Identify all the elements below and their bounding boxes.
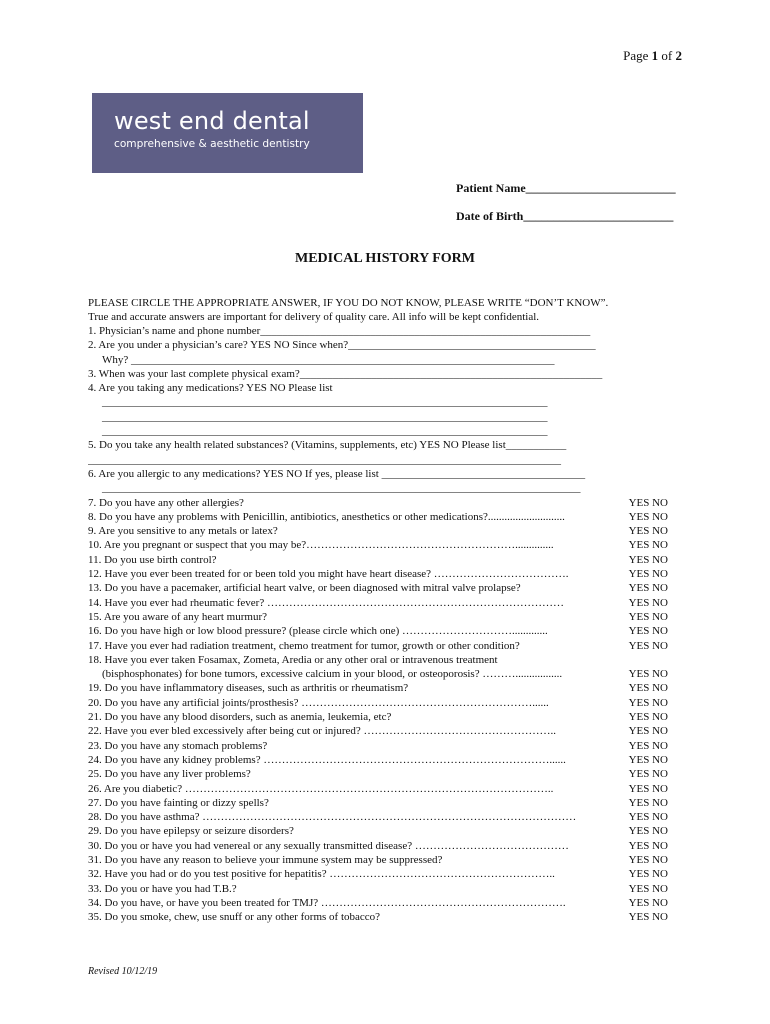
question-text: 7. Do you have any other allergies? <box>88 496 244 509</box>
yes-no-answer[interactable]: YES NO <box>628 539 668 552</box>
question-text: 18. Have you ever taken Fosamax, Zometa, Aredia or any other oral or intravenous treatment <box>88 653 498 666</box>
question-3[interactable]: 3. When was your last complete physical exam?_______________________________________________________ <box>88 367 603 380</box>
question-text: 30. Do you or have you had venereal or any sexually transmitted disease? …………………………………… <box>88 839 569 852</box>
yes-no-answer[interactable]: YES NO <box>628 639 668 652</box>
instructions <box>88 296 688 324</box>
question-row <box>88 596 688 610</box>
question-6[interactable]: 6. Are you allergic to any medications? YES NO If yes, please list _____________________________________ <box>88 467 586 480</box>
medication-blank-line[interactable]: _________________________________________________________________________________ <box>102 425 548 438</box>
question-text: 13. Do you have a pacemaker, artificial heart valve, or been diagnosed with mitral valve prolapse? <box>88 582 521 595</box>
yes-no-answer[interactable]: YES NO <box>628 610 668 623</box>
yes-no-answer[interactable]: YES NO <box>628 625 668 638</box>
question-4[interactable]: 4. Are you taking any medications? YES NO Please list <box>88 382 333 395</box>
question-row <box>88 896 688 910</box>
yes-no-answer[interactable]: YES NO <box>628 568 668 581</box>
question-row <box>88 839 688 853</box>
question-text: 14. Have you ever had rheumatic fever? ……………………………………………………………………… <box>88 596 564 609</box>
yes-no-answer[interactable]: YES NO <box>628 596 668 609</box>
question-row <box>88 824 688 838</box>
question-text: 33. Do you or have you had T.B.? <box>88 882 237 895</box>
question-row <box>88 496 688 510</box>
question-text: 8. Do you have any problems with Penicillin, antibiotics, anesthetics or other medications?............................ <box>88 510 565 523</box>
instructions-line-1: PLEASE CIRCLE THE APPROPRIATE ANSWER, IF YOU DO NOT KNOW, PLEASE WRITE “DON’T KNOW”. <box>88 297 609 309</box>
question-text: 19. Do you have inflammatory diseases, such as arthritis or rheumatism? <box>88 682 409 695</box>
question-text: 15. Are you aware of any heart murmur? <box>88 610 267 623</box>
yes-no-answer[interactable]: YES NO <box>628 882 668 895</box>
question-text: 16. Do you have high or low blood pressure? (please circle which one) …………………………............. <box>88 625 548 638</box>
question-row <box>88 524 688 538</box>
question-1[interactable]: 1. Physician’s name and phone number____________________________________________________________ <box>88 325 591 337</box>
question-row <box>88 553 688 567</box>
question-text: 27. Do you have fainting or dizzy spells? <box>88 796 269 809</box>
question-row <box>88 639 688 653</box>
question-5[interactable]: 5. Do you take any health related substances? (Vitamins, supplements, etc) YES NO Please list___________ <box>88 439 567 452</box>
question-row <box>88 810 688 824</box>
yes-no-answer[interactable]: YES NO <box>628 811 668 824</box>
question-row <box>88 796 688 810</box>
page-number <box>623 48 682 64</box>
questions-list <box>88 324 688 924</box>
medication-blank-line[interactable]: _________________________________________________________________________________ <box>102 396 548 409</box>
question-text: 20. Do you have any artificial joints/prosthesis? ………………………………………………………...... <box>88 696 549 709</box>
yes-no-answer[interactable]: YES NO <box>628 839 668 852</box>
yes-no-answer[interactable]: YES NO <box>628 911 668 924</box>
patient-name-field[interactable]: Patient Name_________________________ <box>456 181 676 195</box>
question-row <box>88 867 688 881</box>
yes-no-answer[interactable]: YES NO <box>628 782 668 795</box>
question-row <box>88 681 688 695</box>
question-text: 23. Do you have any stomach problems? <box>88 739 268 752</box>
question-row <box>88 753 688 767</box>
question-row <box>88 882 688 896</box>
question-text: 28. Do you have asthma? ………………………………………………………………………………………… <box>88 811 577 824</box>
yes-no-answer[interactable]: YES NO <box>628 796 668 809</box>
date-of-birth-field[interactable]: Date of Birth_________________________ <box>456 209 674 223</box>
question-row <box>88 667 688 681</box>
question-row <box>88 538 688 552</box>
yes-no-answer[interactable]: YES NO <box>628 753 668 766</box>
question-row <box>88 910 688 924</box>
yes-no-answer[interactable]: YES NO <box>628 896 668 909</box>
form-title: MEDICAL HISTORY FORM <box>295 251 475 266</box>
medication-blank-line[interactable]: _________________________________________________________________________________ <box>102 410 548 423</box>
question-row <box>88 581 688 595</box>
page-current: 1 <box>651 48 659 63</box>
yes-no-answer[interactable]: YES NO <box>628 768 668 781</box>
yes-no-answer[interactable]: YES NO <box>628 868 668 881</box>
question-text: 31. Do you have any reason to believe your immune system may be suppressed? <box>88 853 443 866</box>
instructions-line-2: True and accurate answers are important for delivery of quality care. All info will be kept confidential. <box>88 311 540 323</box>
yes-no-answer[interactable]: YES NO <box>628 582 668 595</box>
page-total: 2 <box>675 48 682 63</box>
yes-no-answer[interactable]: YES NO <box>628 510 668 523</box>
yes-no-answer[interactable]: YES NO <box>628 682 668 695</box>
question-text: 24. Do you have any kidney problems? ……………………………………………………………………...... <box>88 753 566 766</box>
question-row <box>88 853 688 867</box>
question-row <box>88 610 688 624</box>
question-row <box>88 696 688 710</box>
question-text: 9. Are you sensitive to any metals or latex? <box>88 525 278 538</box>
question-row <box>88 767 688 781</box>
yes-no-answer[interactable]: YES NO <box>628 525 668 538</box>
patient-info <box>456 174 676 230</box>
page-of: of <box>661 48 673 63</box>
logo-brand: west end dental <box>114 107 310 135</box>
question-row <box>88 782 688 796</box>
logo-tagline: comprehensive & aesthetic dentistry <box>114 138 310 150</box>
yes-no-answer[interactable]: YES NO <box>628 825 668 838</box>
question-text: 11. Do you use birth control? <box>88 553 217 566</box>
question-text: 32. Have you had or do you test positive for hepatitis? …………………………………………………….. <box>88 868 555 881</box>
yes-no-answer[interactable]: YES NO <box>628 739 668 752</box>
question-row <box>88 739 688 753</box>
question-row <box>88 653 688 667</box>
question-text: 10. Are you pregnant or suspect that you may be?………………………………………………….............. <box>88 539 554 552</box>
question-2-why[interactable]: Why? _____________________________________________________________________________ <box>102 353 555 366</box>
substances-blank-line[interactable]: ______________________________________________________________________________________ <box>88 453 561 466</box>
yes-no-answer[interactable]: YES NO <box>628 725 668 738</box>
question-text: 21. Do you have any blood disorders, such as anemia, leukemia, etc? <box>88 711 392 724</box>
revision-date: Revised 10/12/19 <box>88 966 158 977</box>
question-2[interactable]: 2. Are you under a physician’s care? YES NO Since when?_____________________________________________ <box>88 339 596 352</box>
yes-no-answer[interactable]: YES NO <box>628 696 668 709</box>
yes-no-questions <box>88 496 688 925</box>
yes-no-answer[interactable]: YES NO <box>628 711 668 724</box>
yes-no-answer[interactable]: YES NO <box>628 668 668 681</box>
question-text: 25. Do you have any liver problems? <box>88 768 251 781</box>
question-row <box>88 624 688 638</box>
yes-no-answer[interactable]: YES NO <box>628 496 668 509</box>
question-text: 29. Do you have epilepsy or seizure disorders? <box>88 825 294 838</box>
question-row <box>88 724 688 738</box>
question-text: 35. Do you smoke, chew, use snuff or any other forms of tobacco? <box>88 911 381 924</box>
clinic-logo <box>92 93 363 173</box>
question-text: 17. Have you ever had radiation treatment, chemo treatment for tumor, growth or other condition? <box>88 639 520 652</box>
question-row <box>88 710 688 724</box>
question-row <box>88 510 688 524</box>
yes-no-answer[interactable]: YES NO <box>628 853 668 866</box>
page-label: Page <box>623 48 649 63</box>
allergy-blank-line[interactable]: _______________________________________________________________________________________ <box>102 482 581 495</box>
yes-no-answer[interactable]: YES NO <box>628 553 668 566</box>
question-text: 22. Have you ever bled excessively after being cut or injured? …………………………………………….. <box>88 725 557 738</box>
question-text: 26. Are you diabetic? ……………………………………………………………………………………….. <box>88 782 554 795</box>
question-text: 34. Do you have, or have you been treated for TMJ? …………………………………………………………. <box>88 896 566 909</box>
question-row <box>88 567 688 581</box>
question-text: 12. Have you ever been treated for or been told you might have heart disease? ………………………………. <box>88 568 569 581</box>
question-text: (bisphosphonates) for bone tumors, excessive calcium in your blood, or osteoporosis? ………................. <box>102 668 563 681</box>
